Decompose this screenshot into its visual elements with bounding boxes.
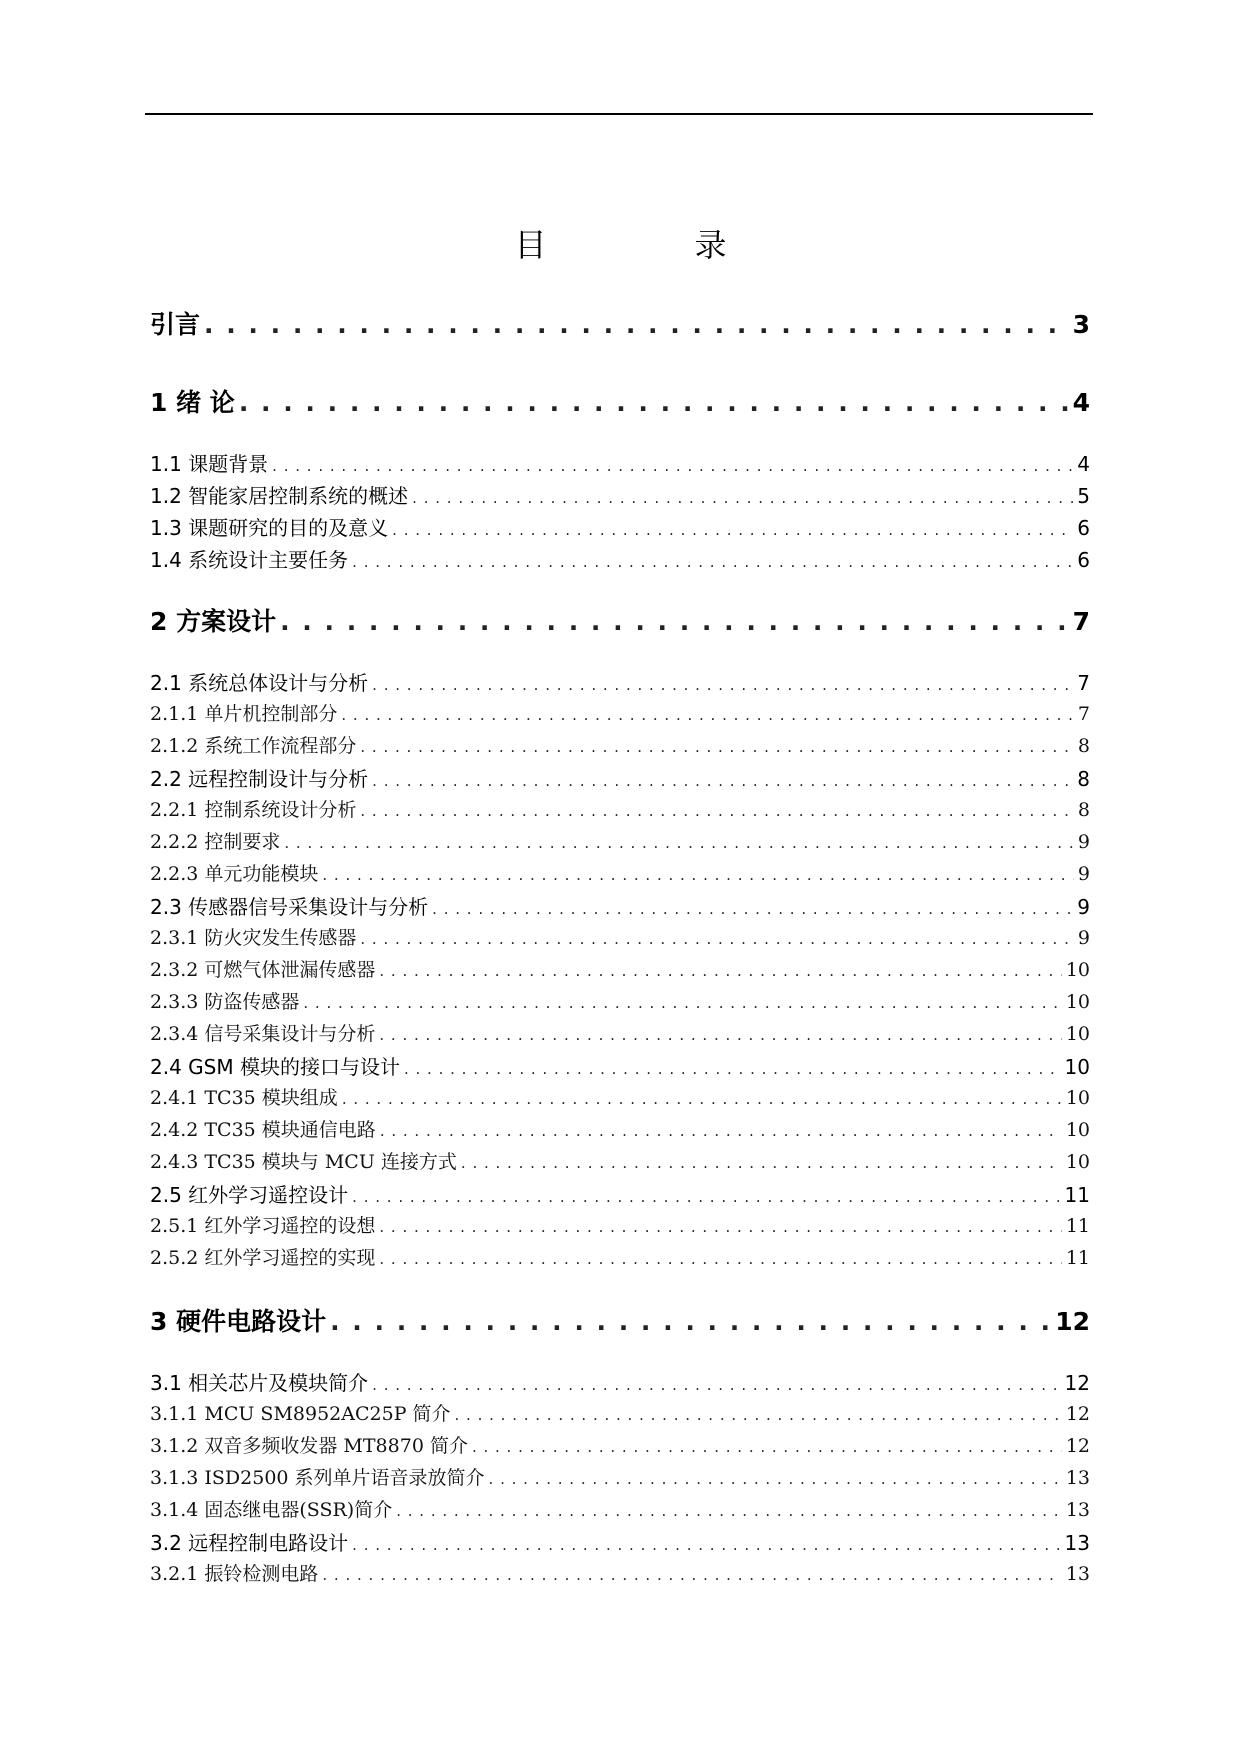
toc-entry-label: 3.2.1 振铃检测电路: [150, 1563, 319, 1585]
toc-entry-label: 3.1.4 固态继电器(SSR)简介: [150, 1499, 393, 1521]
toc-entry-3-1-4[interactable]: [150, 1495, 1090, 1522]
toc-entry-label: 引言: [150, 310, 201, 339]
toc-entry-label: 2.2 远程控制设计与分析: [150, 767, 369, 791]
leader-dots: [303, 994, 1061, 1012]
toc-entry-2-4-1[interactable]: [150, 1083, 1090, 1110]
leader-dots: [280, 607, 1068, 636]
toc-entry-label: 2.5 红外学习遥控设计: [150, 1183, 349, 1207]
toc-entry-page: 13: [1065, 1467, 1090, 1489]
toc-entry-label: 2.4.1 TC35 模块组成: [150, 1087, 338, 1109]
toc-entry-2-3-1[interactable]: [150, 923, 1090, 950]
leader-dots: [392, 521, 1073, 539]
toc-entry-label: 2.1 系统总体设计与分析: [150, 671, 369, 695]
toc-entry-2-3[interactable]: [150, 891, 1090, 920]
toc-entry-page: 10: [1064, 1055, 1090, 1079]
toc-entry-label: 2.2.3 单元功能模块: [150, 863, 319, 885]
toc-entry-label: 2.4 GSM 模块的接口与设计: [150, 1055, 400, 1079]
toc-entry-page: 12: [1055, 1307, 1090, 1336]
toc-entry-page: 7: [1077, 703, 1090, 725]
toc-entry-page: 11: [1065, 1247, 1090, 1269]
leader-dots: [432, 900, 1073, 918]
toc-entry-2-2[interactable]: [150, 763, 1090, 792]
toc-entry-label: 2.5.1 红外学习遥控的设想: [150, 1215, 376, 1237]
toc-entry-label: 2.4.3 TC35 模块与 MCU 连接方式: [150, 1151, 457, 1173]
leader-dots: [352, 553, 1073, 571]
toc-entry-2-5-2[interactable]: [150, 1243, 1090, 1270]
toc-entry-page: 11: [1065, 1215, 1090, 1237]
toc-entry-2-2-2[interactable]: [150, 827, 1090, 854]
toc-entry-2-4-3[interactable]: [150, 1147, 1090, 1174]
leader-dots: [372, 676, 1073, 694]
toc-entry-page: 10: [1065, 1023, 1090, 1045]
toc-entry-2-5[interactable]: [150, 1179, 1090, 1208]
toc-entry-page: 10: [1065, 1087, 1090, 1109]
toc-entry-1-3[interactable]: [150, 512, 1090, 541]
toc-entry-page: 8: [1077, 767, 1090, 791]
toc-entry-2-1-1[interactable]: [150, 699, 1090, 726]
toc-entry-label: 2.3.1 防火灾发生传感器: [150, 927, 357, 949]
toc-entry-2-3-3[interactable]: [150, 987, 1090, 1014]
leader-dots: [322, 1566, 1061, 1584]
toc-entry-label: 2.3.4 信号采集设计与分析: [150, 1023, 376, 1045]
toc-entry-label: 3 硬件电路设计: [150, 1307, 327, 1336]
toc-entry-label: 2.3.2 可燃气体泄漏传感器: [150, 959, 376, 981]
toc-entry-label: 2.4.2 TC35 模块通信电路: [150, 1119, 376, 1141]
toc-entry-label: 2.1.2 系统工作流程部分: [150, 735, 357, 757]
toc-entry-page: 9: [1077, 895, 1090, 919]
toc-entry-label: 3.1.2 双音多频收发器 MT8870 简介: [150, 1435, 468, 1457]
toc-entry-2-2-1[interactable]: [150, 795, 1090, 822]
toc-entry-3-1-3[interactable]: [150, 1463, 1090, 1490]
leader-dots: [461, 1154, 1062, 1172]
toc-entry-2-1[interactable]: [150, 667, 1090, 696]
toc-entry-2-4[interactable]: [150, 1051, 1090, 1080]
leader-dots: [342, 1090, 1062, 1108]
toc-entry-3-2-1[interactable]: [150, 1559, 1090, 1586]
toc-entry-page: 7: [1077, 671, 1090, 695]
toc-entry-label: 3.1.3 ISD2500 系列单片语音录放简介: [150, 1467, 485, 1489]
toc-entry-2-2-3[interactable]: [150, 859, 1090, 886]
page-title: 目 录: [514, 226, 785, 264]
leader-dots: [372, 1376, 1060, 1394]
toc-entry-page: 6: [1077, 516, 1090, 540]
leader-dots: [472, 1438, 1062, 1456]
toc-entry-3-1-1[interactable]: [150, 1399, 1090, 1426]
toc-entry-page: 10: [1065, 1119, 1090, 1141]
toc-entry-label: 2.5.2 红外学习遥控的实现: [150, 1247, 376, 1269]
toc-entry-label: 2 方案设计: [150, 607, 277, 636]
toc-entry-2-5-1[interactable]: [150, 1211, 1090, 1238]
toc-entry-page: 4: [1077, 452, 1090, 476]
leader-dots: [489, 1470, 1062, 1488]
toc-entry-1-2[interactable]: [150, 480, 1090, 509]
leader-dots: [204, 310, 1069, 339]
leader-dots: [360, 930, 1074, 948]
leader-dots: [360, 738, 1074, 756]
toc-entry-page: 10: [1065, 1151, 1090, 1173]
leader-dots: [284, 834, 1074, 852]
leader-dots: [272, 457, 1073, 475]
leader-dots: [412, 489, 1073, 507]
toc-entry-chapter-1[interactable]: [150, 383, 1090, 419]
leader-dots: [239, 388, 1069, 417]
leader-dots: [379, 1218, 1061, 1236]
leader-dots: [372, 772, 1073, 790]
leader-dots: [380, 1122, 1062, 1140]
toc-entry-page: 8: [1077, 799, 1090, 821]
toc-entry-page: 9: [1077, 927, 1090, 949]
toc-entry-page: 13: [1064, 1531, 1090, 1555]
toc-entry-label: 1.3 课题研究的目的及意义: [150, 516, 389, 540]
toc-entry-2-3-4[interactable]: [150, 1019, 1090, 1046]
leader-dots: [352, 1188, 1060, 1206]
toc-entry-3-2[interactable]: [150, 1527, 1090, 1556]
leader-dots: [360, 802, 1074, 820]
toc-entry-page: 12: [1064, 1371, 1090, 1395]
toc-entry-page: 9: [1077, 831, 1090, 853]
toc-entry-page: 10: [1065, 959, 1090, 981]
toc-entry-label: 1.2 智能家居控制系统的概述: [150, 484, 409, 508]
toc-entry-page: 13: [1065, 1499, 1090, 1521]
toc-entry-chapter-2[interactable]: [150, 602, 1090, 638]
leader-dots: [396, 1502, 1062, 1520]
toc-entry-label: 2.1.1 单片机控制部分: [150, 703, 338, 725]
toc-entry-label: 2.3 传感器信号采集设计与分析: [150, 895, 429, 919]
leader-dots: [379, 962, 1061, 980]
toc-entry-1-1[interactable]: [150, 448, 1090, 477]
leader-dots: [330, 1307, 1051, 1336]
toc-entry-label: 3.1.1 MCU SM8952AC25P 简介: [150, 1403, 451, 1425]
toc-entry-label: 1.4 系统设计主要任务: [150, 548, 349, 572]
toc-entry-page: 12: [1065, 1403, 1090, 1425]
toc-entry-page: 12: [1065, 1435, 1090, 1457]
toc-entry-label: 1 绪 论: [150, 388, 235, 417]
leader-dots: [455, 1406, 1062, 1424]
toc-entry-page: 8: [1077, 735, 1090, 757]
toc-entry-label: 1.1 课题背景: [150, 452, 269, 476]
toc-entry-2-4-2[interactable]: [150, 1115, 1090, 1142]
toc-entry-2-3-2[interactable]: [150, 955, 1090, 982]
leader-dots: [341, 706, 1074, 724]
toc-entry-page: 13: [1065, 1563, 1090, 1585]
toc-entry-label: 2.2.2 控制要求: [150, 831, 281, 853]
toc-entry-page: 9: [1077, 863, 1090, 885]
toc-entry-1-4[interactable]: [150, 544, 1090, 573]
toc-entry-page: 6: [1077, 548, 1090, 572]
toc-entry-label: 3.1 相关芯片及模块简介: [150, 1371, 369, 1395]
leader-dots: [404, 1060, 1061, 1078]
toc-entry-label: 2.2.1 控制系统设计分析: [150, 799, 357, 821]
toc-entry-page: 7: [1072, 607, 1090, 636]
toc-entry-intro[interactable]: [150, 305, 1090, 341]
toc-entry-label: 2.3.3 防盗传感器: [150, 991, 300, 1013]
header-rule: [145, 113, 1093, 115]
leader-dots: [352, 1536, 1060, 1554]
toc-entry-page: 10: [1065, 991, 1090, 1013]
toc-entry-page: 3: [1072, 310, 1090, 339]
toc-entry-label: 3.2 远程控制电路设计: [150, 1531, 349, 1555]
leader-dots: [379, 1026, 1061, 1044]
toc-entry-3-1-2[interactable]: [150, 1431, 1090, 1458]
toc-entry-chapter-3[interactable]: [150, 1302, 1090, 1338]
toc-entry-page: 11: [1064, 1183, 1090, 1207]
toc-entry-2-1-2[interactable]: [150, 731, 1090, 758]
toc-entry-page: 4: [1072, 388, 1090, 417]
leader-dots: [379, 1250, 1061, 1268]
leader-dots: [322, 866, 1074, 884]
toc-entry-page: 5: [1077, 484, 1090, 508]
toc-entry-3-1[interactable]: [150, 1367, 1090, 1396]
